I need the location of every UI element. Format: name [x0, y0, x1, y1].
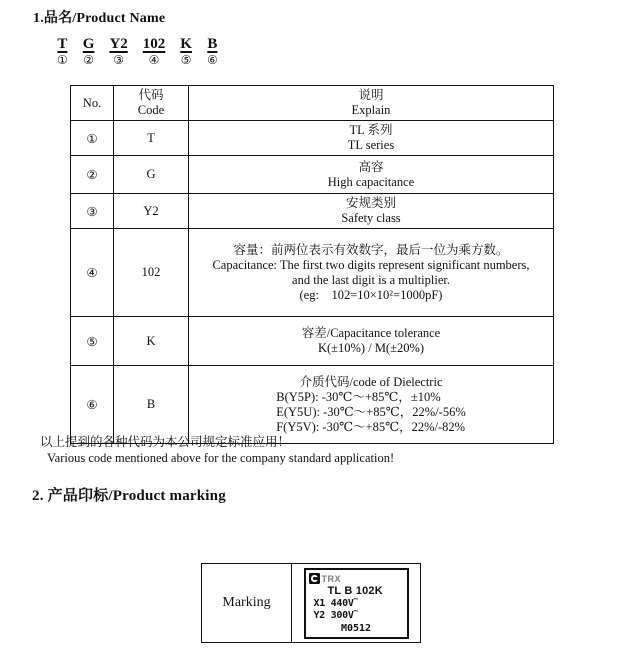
label-product-code: TL B 102K — [327, 584, 383, 597]
code-number: ④ — [148, 53, 160, 67]
label-voltage-y2: Y2 300V~ — [313, 606, 359, 621]
brand-name: TRX — [321, 573, 341, 584]
label-voltage-x1: X1 440V~ — [313, 594, 359, 609]
product-label — [304, 568, 409, 639]
brand-row — [306, 573, 407, 585]
code-number: ① — [57, 53, 68, 67]
table-row — [71, 366, 554, 444]
standard-application-note — [40, 434, 394, 466]
table-header-row — [71, 86, 554, 121]
row-explain: 容量：前两位表示有效数字，最后一位为乘方数。 Capacitance: The first two digits represent significant numbers, and the last digit is a multiplier. (eg: 102=10×10²=1000pF) — [189, 229, 554, 317]
product-code-item — [57, 37, 68, 67]
header-code: 代码 Code — [114, 86, 189, 121]
product-code-item — [83, 37, 95, 67]
table-row — [71, 317, 554, 366]
code-letter: 102 — [142, 36, 166, 52]
row-code: K — [114, 317, 189, 366]
header-explain: 说明 Explain — [189, 86, 554, 121]
product-code-item — [207, 37, 218, 67]
row-code: T — [114, 121, 189, 156]
note-en: Various code mentioned above for the company standard application! — [47, 451, 395, 465]
row-no: ① — [71, 121, 114, 156]
code-letter: G — [82, 36, 95, 52]
label-batch-code: M0512 — [340, 622, 372, 634]
row-no: ④ — [71, 229, 114, 317]
row-no: ② — [71, 156, 114, 194]
row-explain: 介质代码/code of Dielectric B(Y5P): -30℃～+85℃，±10% E(Y5U): -30℃～+85℃，22%/-56% F(Y5V): -30℃～+85℃，22%/-82% — [189, 366, 554, 444]
row-explain: 安规类别 Safety class — [189, 194, 554, 229]
code-table — [70, 85, 554, 444]
row-code: Y2 — [114, 194, 189, 229]
product-name-code — [57, 37, 218, 67]
row-no: ③ — [71, 194, 114, 229]
row-code: 102 — [114, 229, 189, 317]
marking-table — [201, 563, 421, 643]
row-explain: TL 系列 TL series — [189, 121, 554, 156]
trx-logo-icon — [309, 573, 320, 584]
code-number: ③ — [113, 53, 124, 67]
code-number: ② — [83, 53, 94, 67]
header-no: No. — [71, 86, 114, 121]
row-no: ⑥ — [71, 366, 114, 444]
code-letter: T — [57, 36, 68, 52]
table-row — [71, 156, 554, 194]
row-code: G — [114, 156, 189, 194]
row-no: ⑤ — [71, 317, 114, 366]
section1-title: 1.品名/Product Name — [33, 11, 166, 26]
code-letter: K — [180, 36, 192, 52]
product-code-item — [180, 37, 192, 67]
marking-cell-label: Marking — [202, 564, 292, 642]
code-number: ⑥ — [206, 53, 218, 67]
row-code: B — [114, 366, 189, 444]
table-row — [71, 229, 554, 317]
section2-title: 2. 产品印标/Product marking — [32, 488, 226, 504]
row-explain: 高容 High capacitance — [189, 156, 554, 194]
product-code-item — [109, 37, 127, 67]
table-row — [71, 121, 554, 156]
row-explain: 容差/Capacitance tolerance K(±10%) / M(±20%) — [189, 317, 554, 366]
dielectric-codes: B(Y5P): -30℃～+85℃，±10% E(Y5U): -30℃～+85℃，22%/-56% F(Y5V): -30℃～+85℃，22%/-82% — [276, 389, 466, 434]
product-code-item — [143, 37, 166, 67]
code-letter: B — [207, 36, 218, 52]
marking-cell-sample — [292, 564, 420, 642]
code-letter: Y2 — [109, 36, 128, 52]
code-number: ⑤ — [180, 53, 192, 67]
table-row — [71, 194, 554, 229]
note-cn: 以上提到的各种代码为本公司规定标准应用！ — [40, 435, 291, 449]
